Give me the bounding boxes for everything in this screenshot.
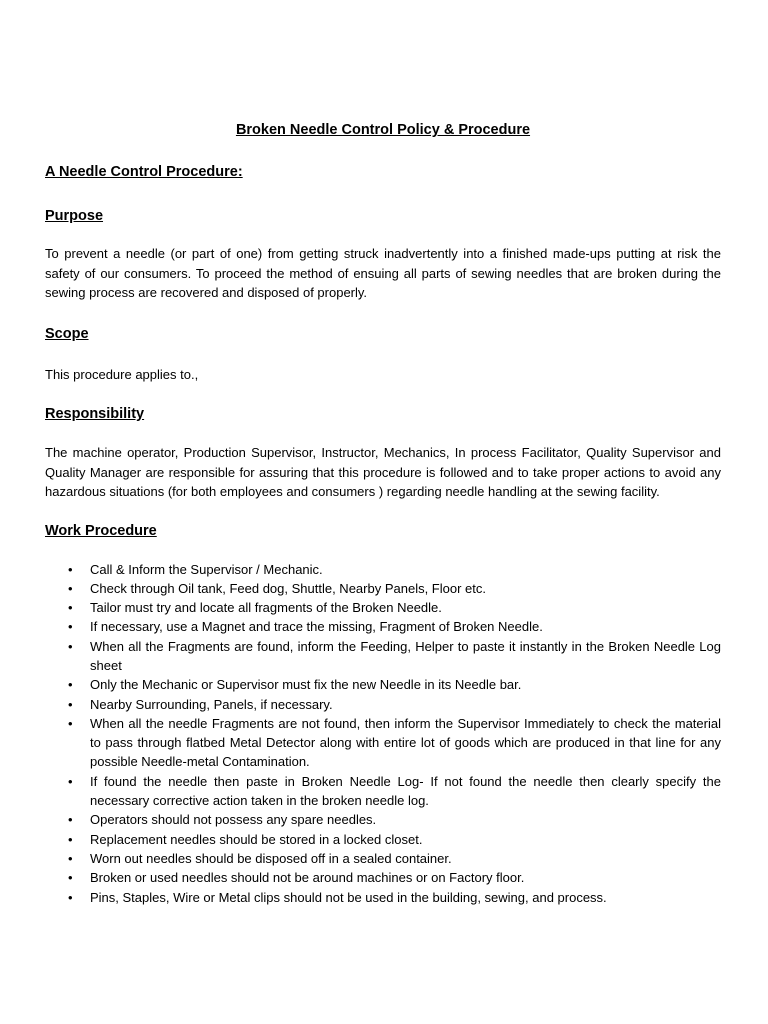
list-item-text: When all the Fragments are found, inform the Feeding, Helper to paste it instantly in the Broken Needle Log sheet — [90, 638, 721, 673]
bullet-icon: • — [68, 580, 73, 596]
bullet-icon: • — [68, 812, 73, 828]
list-item-text: Only the Mechanic or Supervisor must fix the new Needle in its Needle bar. — [90, 677, 522, 693]
list-item-text: Pins, Staples, Wire or Metal clips should not be used in the building, sewing, and process. — [90, 889, 607, 905]
list-item-text: Tailor must try and locate all fragments of the Broken Needle. — [90, 600, 442, 616]
list-item — [45, 772, 721, 811]
list-item — [45, 888, 721, 907]
list-item — [45, 830, 721, 849]
procedure-heading: A Needle Control Procedure: — [45, 164, 243, 180]
bullet-icon: • — [68, 850, 73, 866]
list-item — [45, 695, 721, 714]
work-procedure-list — [45, 560, 721, 907]
list-item — [45, 617, 721, 636]
list-item — [45, 868, 721, 887]
work-procedure-heading: Work Procedure — [45, 522, 157, 539]
list-item-text: Check through Oil tank, Feed dog, Shuttle, Nearby Panels, Floor etc. — [90, 580, 486, 596]
list-item — [45, 714, 721, 772]
document-page — [45, 120, 721, 907]
list-item — [45, 810, 721, 829]
list-item-text: Worn out needles should be disposed off in a sealed container. — [90, 850, 452, 866]
list-item-text: If found the needle then paste in Broken Needle Log- If not found the needle then clearly specify the necessary corrective action taken in the broken needle log. — [90, 773, 721, 809]
scope-text: This procedure applies to., — [45, 366, 199, 382]
bullet-icon: • — [68, 870, 73, 886]
purpose-heading: Purpose — [45, 208, 104, 224]
bullet-icon: • — [68, 677, 73, 693]
bullet-icon: • — [68, 715, 73, 731]
list-item — [45, 598, 721, 617]
list-item-text: Replacement needles should be stored in a locked closet. — [90, 831, 423, 847]
list-item-text: If necessary, use a Magnet and trace the missing, Fragment of Broken Needle. — [90, 619, 543, 635]
bullet-icon: • — [68, 773, 73, 789]
list-item-text: Broken or used needles should not be around machines or on Factory floor. — [90, 870, 525, 886]
list-item-text: Nearby Surrounding, Panels, if necessary. — [90, 696, 333, 712]
list-item — [45, 849, 721, 868]
list-item — [45, 579, 721, 598]
bullet-icon: • — [68, 619, 73, 635]
bullet-icon: • — [68, 561, 73, 577]
list-item-text: When all the needle Fragments are not found, then inform the Supervisor Immediately to check the material to pass through flatbed Metal Detector along with entire lot of goods which are produced in that line for any possible Needle-metal Contamination. — [90, 715, 721, 770]
document-title: Broken Needle Control Policy & Procedure — [235, 122, 531, 138]
list-item-text: Call & Inform the Supervisor / Mechanic. — [90, 561, 323, 577]
responsibility-text: The machine operator, Production Supervisor, Instructor, Mechanics, In process Facilitator, Quality Supervisor and Quality Manager are responsible for assuring that this procedure is followed and to take proper actions to avoid any hazardous situations (for both employees and consumers ) regarding needle handling at the sewing facility. — [45, 445, 721, 499]
bullet-icon: • — [68, 696, 73, 712]
list-item-text: Operators should not possess any spare needles. — [90, 812, 377, 828]
scope-heading: Scope — [45, 325, 89, 342]
responsibility-heading: Responsibility — [45, 406, 145, 422]
bullet-icon: • — [68, 831, 73, 847]
list-item — [45, 637, 721, 676]
purpose-text: To prevent a needle (or part of one) from getting struck inadvertently into a finished made-ups putting at risk the safety of our consumers. To proceed the method of ensuing all parts of sewing needles that are broken during the sewing process are recovered and disposed of properly. — [45, 246, 721, 300]
bullet-icon: • — [68, 889, 73, 905]
list-item — [45, 675, 721, 694]
bullet-icon: • — [68, 600, 73, 616]
bullet-icon: • — [68, 638, 73, 654]
list-item — [45, 560, 721, 579]
